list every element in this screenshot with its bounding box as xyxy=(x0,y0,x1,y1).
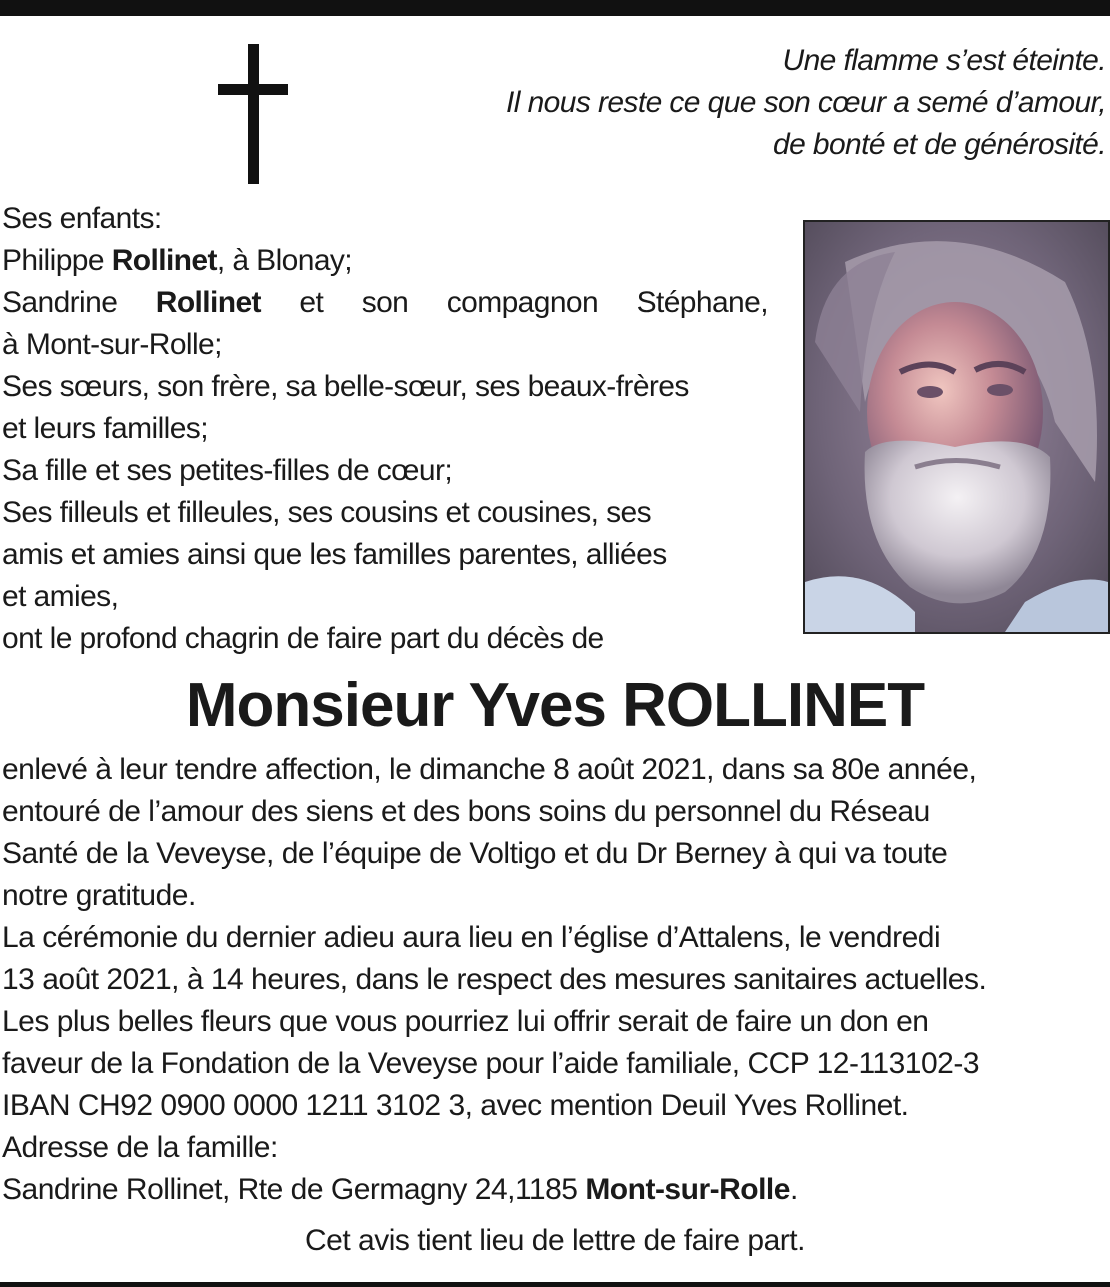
family-line: et leurs familles; xyxy=(2,412,208,445)
body-line: IBAN CH92 0900 0000 1211 3102 3, avec mention Deuil Yves Rollinet. xyxy=(2,1089,909,1122)
family-line xyxy=(2,240,352,282)
family-word: et xyxy=(299,286,324,319)
body-line: notre gratitude. xyxy=(2,879,196,912)
body-line: 13 août 2021, à 14 heures, dans le respect des mesures sanitaires actuelles. xyxy=(2,963,987,996)
top-rule xyxy=(0,0,1110,16)
family-word: son xyxy=(361,286,409,319)
body-line: Adresse de la famille: xyxy=(2,1131,278,1164)
address-text: Sandrine Rollinet, Rte de Germagny 24,1185 xyxy=(2,1173,586,1206)
deceased-name-text: Monsieur Yves ROLLINET xyxy=(185,671,925,740)
family-line xyxy=(2,282,768,324)
body-line xyxy=(2,1169,798,1211)
body-line: Les plus belles fleurs que vous pourriez lui offrir serait de faire un don en xyxy=(2,1005,929,1038)
family-word: Sandrine xyxy=(2,286,118,319)
family-line: et amies, xyxy=(2,580,119,613)
family-list xyxy=(2,198,768,660)
body-line: La cérémonie du dernier adieu aura lieu en l’église d’Attalens, le vendredi xyxy=(2,921,941,954)
address-locality: Mont-sur-Rolle xyxy=(585,1173,790,1206)
family-text: Philippe xyxy=(2,244,112,277)
quote-line: Il nous reste ce que son cœur a semé d’amour, xyxy=(506,86,1106,119)
epitaph-quote xyxy=(506,40,1106,166)
bottom-rule xyxy=(0,1282,1110,1287)
family-line: à Mont-sur-Rolle; xyxy=(2,328,222,361)
address-text: . xyxy=(789,1173,798,1206)
body-line: entouré de l’amour des siens et des bons soins du personnel du Réseau xyxy=(2,795,930,828)
quote-line: Une flamme s’est éteinte. xyxy=(782,44,1106,77)
family-line: Ses sœurs, son frère, sa belle-sœur, ses beaux-frères xyxy=(2,370,689,403)
body-line: enlevé à leur tendre affection, le dimanche 8 août 2021, dans sa 80e année, xyxy=(2,753,977,786)
family-line: ont le profond chagrin de faire part du décès de xyxy=(2,622,604,655)
family-word: Stéphane, xyxy=(636,286,768,319)
family-text: , à Blonay; xyxy=(216,244,353,277)
family-word: compagnon xyxy=(446,286,599,319)
family-line: amis et amies ainsi que les familles parentes, alliées xyxy=(2,538,667,571)
body-line: Santé de la Veveyse, de l’équipe de Voltigo et du Dr Berney à qui va toute xyxy=(2,837,948,870)
surname: Rollinet xyxy=(155,286,261,319)
closing-line: Cet avis tient lieu de lettre de faire part. xyxy=(305,1224,805,1257)
cross-icon xyxy=(218,44,288,184)
surname: Rollinet xyxy=(111,244,217,277)
family-heading: Ses enfants: xyxy=(2,202,162,235)
body-line: faveur de la Fondation de la Veveyse pour l’aide familiale, CCP 12-113102-3 xyxy=(2,1047,980,1080)
notice-body xyxy=(2,749,1108,1211)
deceased-name xyxy=(0,664,1110,748)
portrait-photo xyxy=(803,220,1110,634)
family-line: Sa fille et ses petites-filles de cœur; xyxy=(2,454,453,487)
quote-line: de bonté et de générosité. xyxy=(772,128,1106,161)
family-line: Ses filleuls et filleules, ses cousins et cousines, ses xyxy=(2,496,651,529)
